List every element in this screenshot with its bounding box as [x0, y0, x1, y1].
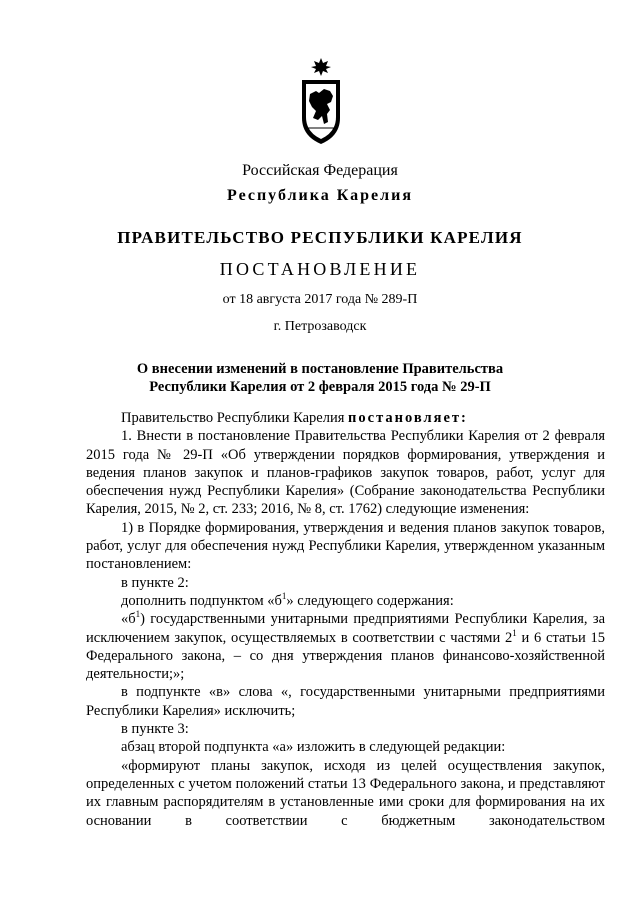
p4-superscript: 1 — [281, 590, 287, 601]
resolution-intro — [86, 409, 605, 427]
paragraph-9: «формируют планы закупок, исходя из целей осуществления закупок, определенных с учетом положений статьи 13 Федерального закона, и представляют их главным распорядителям в установленные ими сроки для формирования на их основании в соответствии с бюджетным законодательством — [86, 757, 605, 829]
paragraph-7: в пункте 3: — [121, 721, 189, 738]
intro-lead: Правительство Республики Карелия — [121, 410, 349, 426]
paragraph-1: 1. Внести в постановление Правительства Республики Карелия от 2 февраля 2015 года № 29-П «Об утверждении порядков формирования, утверждения и ведения планов закупок и планов-графиков закупок товаров, работ, услуг для обеспечения нужд Республики Карелия» (Собрание законодательства Республики Карелия, 2015, № 2, ст. 233; 2016, № 8, ст. 1762) следующие изменения: — [86, 428, 605, 518]
paragraph-2: 1) в Порядке формирования, утверждения и ведения планов закупок товаров, работ, услуг для обеспечения нужд Республики Карелия, утвержденном указанным постановлением: — [86, 519, 605, 573]
paragraph-5 — [86, 610, 605, 683]
document-title — [0, 360, 640, 396]
country-line: Российская Федерация — [242, 162, 398, 179]
karelia-coat-of-arms-icon — [300, 58, 342, 146]
paragraph-8: абзац второй подпункта «а» изложить в следующей редакции: — [121, 739, 506, 756]
paragraph-3: в пункте 2: — [121, 574, 189, 591]
government-heading: ПРАВИТЕЛЬСТВО РЕСПУБЛИКИ КАРЕЛИЯ — [117, 228, 523, 247]
paragraph-6: в подпункте «в» слова «, государственными унитарными предприятиями Республики Карелия» исключить; — [86, 684, 605, 719]
p5-superscript-1: 1 — [135, 609, 141, 620]
paragraph-4 — [86, 592, 605, 610]
title-line-2: Республики Карелия от 2 февраля 2015 года № 29-П — [149, 379, 491, 395]
document-type: ПОСТАНОВЛЕНИЕ — [219, 259, 421, 279]
p4-text-a: дополнить подпунктом «б — [121, 592, 282, 609]
city-line: г. Петрозаводск — [273, 319, 367, 334]
document-body — [86, 409, 605, 830]
p5-text-b: ) государственными унитарными предприятиями Республики Карелия, за исключением закупок, осуществляемых в соответствии с частями 2 — [86, 611, 605, 646]
intro-resolves: постановляет: — [348, 410, 468, 426]
p4-text-b: » следующего содержания: — [286, 592, 454, 609]
p5-text-a: «б — [121, 611, 136, 628]
date-number-line: от 18 августа 2017 года № 289-П — [222, 292, 418, 307]
title-line-1: О внесении изменений в постановление Правительства — [136, 361, 504, 377]
republic-line: Республика Карелия — [227, 187, 413, 204]
p5-superscript-2: 1 — [512, 627, 517, 638]
p5-text-c: и 6 статьи 15 Федерального закона, – со дня утверждения планов финансово-хозяйственной деятельности;»; — [86, 629, 605, 683]
